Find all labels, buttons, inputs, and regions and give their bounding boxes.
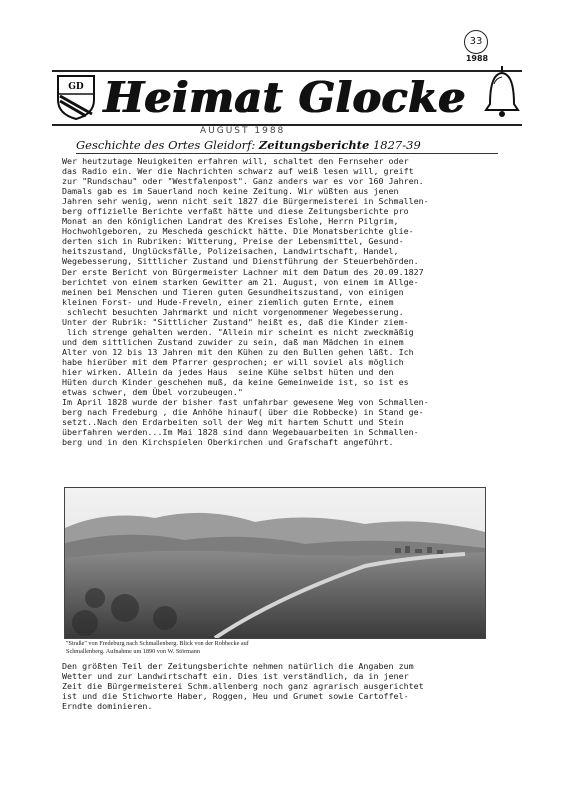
- text-line: meinen bei Menschen und Tieren guten Gesundheitszustand, von einigen: [62, 286, 404, 297]
- text-line: habe hierüber mit dem Pfarrer gesprochen; er will soviel als möglich: [62, 356, 404, 367]
- text-line: berg offizielle Berichte verfaßt hätte und diese Zeitungsberichte pro: [62, 206, 409, 217]
- caption-line-2: Schmallenberg. Aufnahme um 1890 von W. Störmann: [66, 647, 200, 655]
- text-line: etwas schwer, dem Übel vorzubeugen.": [62, 387, 243, 398]
- svg-text:GD: GD: [68, 82, 84, 92]
- text-line: Zeit die Bürgermeisterei Schm.allenberg noch ganz agrarisch ausgerichtet: [62, 681, 424, 692]
- text-line: Hochwohlgeboren, zu Mescheda geschickt hätte. Die Monatsberichte glie-: [62, 226, 414, 237]
- landscape-photo-image: [65, 488, 485, 638]
- coat-of-arms-icon: [56, 74, 96, 120]
- caption-line-1: "Straße" von Fredeburg nach Schmallenberg. Blick von der Robbecke auf: [66, 640, 249, 647]
- text-line: heitszustand, Unglücksfälle, Polizeisachen, Landwirtschaft, Handel,: [62, 246, 399, 257]
- text-line: überfahren werden...Im Mai 1828 sind dann Wegebauarbeiten in Schmallen-: [62, 427, 419, 438]
- text-line: berg und in den Kirchspielen Oberkirchen und Grafschaft angeführt.: [62, 437, 394, 448]
- text-line: und dem sittlichen Zustand zuwider zu sein, daß man Mädchen in einem: [62, 336, 404, 347]
- article-body: [62, 156, 532, 447]
- text-line: hier wirken. Allein da jedes Haus seine Kühe selbst hüten und den: [62, 366, 394, 377]
- text-line: setzt..Nach den Erdarbeiten soll der Weg mit hartem Schutt und Stein: [62, 417, 404, 428]
- text-line: Unter der Rubrik: "Sittlicher Zustand" heißt es, daß die Kinder ziem-: [62, 316, 409, 327]
- text-line: Hüten durch Kinder geschehen muß, da keine Gemeinweide ist, so ist es: [62, 377, 409, 388]
- issue-year: 1988: [465, 54, 489, 63]
- text-line: Damals gab es im Sauerland noch keine Zeitung. Wir wüßten aus jenen: [62, 186, 399, 197]
- text-line: berg nach Fredeburg , die Anhöhe hinauf( über die Robbecke) in Stand ge-: [62, 407, 424, 418]
- text-line: Monat an den königlichen Landrat des Kreises Eslohe, Herrn Pilgrim,: [62, 216, 399, 227]
- text-line: derten sich in Rubriken: Witterung, Preise der Lebensmittel, Gesund-: [62, 236, 404, 247]
- text-line: Wegebesserung, Sittlicher Zustand und Dienstführung der Steuerbehörden.: [62, 256, 419, 267]
- text-line: zur "Rundschau" oder "Westfalenpost". Ganz anders war es vor 160 Jahren.: [62, 176, 424, 187]
- text-line: Der erste Bericht von Bürgermeister Lachner mit dem Datum des 20.09.1827: [62, 266, 424, 277]
- headline-underline: [76, 153, 498, 154]
- text-line: Den größten Teil der Zeitungsberichte nehmen natürlich die Angaben zum: [62, 661, 414, 671]
- text-line: Erndte dominieren.: [62, 701, 153, 712]
- issue-number-badge: 33: [464, 30, 488, 54]
- headline-subject: Geschichte des Ortes Gleidorf:: [76, 138, 256, 152]
- text-line: schlecht besuchten Jahrmarkt und nicht vorgenommener Wegebesserung.: [62, 306, 404, 317]
- text-line: lich strenge gehalten werden. "Allein mir scheint es nicht zweckmäßig: [62, 326, 414, 337]
- text-line: kleinen Forst- und Hude-Freveln, einer ziemlich guten Ernte, einem: [62, 296, 394, 307]
- masthead: [52, 62, 522, 132]
- article-closing: [62, 661, 532, 711]
- text-line: Wer heutzutage Neuigkeiten erfahren will, schaltet den Fernseher oder: [62, 156, 409, 166]
- article-headline: [76, 138, 536, 152]
- masthead-title: Heimat Glocke: [104, 73, 467, 122]
- photo-caption: [66, 640, 396, 655]
- landscape-photo: [64, 487, 486, 639]
- text-line: Wetter und zur Landwirtschaft ein. Dies ist verständlich, da in jener: [62, 671, 409, 682]
- headline-title: Zeitungsberichte: [258, 138, 370, 152]
- text-line: Alter von 12 bis 13 Jahren mit den Kühen zu den Bullen gehen läßt. Ich: [62, 346, 414, 357]
- text-line: das Radio ein. Wer die Nachrichten schwarz auf weiß lesen will, greift: [62, 166, 414, 177]
- text-line: Im April 1828 wurde der bisher fast unfahrbar gewesene Weg von Schmallen-: [62, 397, 429, 408]
- text-line: Jahren sehr wenig, wenn nicht seit 1827 die Bürgermeisterei in Schmallen-: [62, 196, 429, 207]
- headline-years: 1827-39: [372, 138, 421, 152]
- bell-icon: [482, 64, 522, 128]
- issue-date: AUGUST 1988: [200, 126, 286, 136]
- text-line: berichtet von einem starken Gewitter am 21. August, von einem im Allge-: [62, 276, 419, 287]
- text-line: ist und die Stichworte Haber, Roggen, Heu und Grumet sowie Cartoffel-: [62, 691, 409, 702]
